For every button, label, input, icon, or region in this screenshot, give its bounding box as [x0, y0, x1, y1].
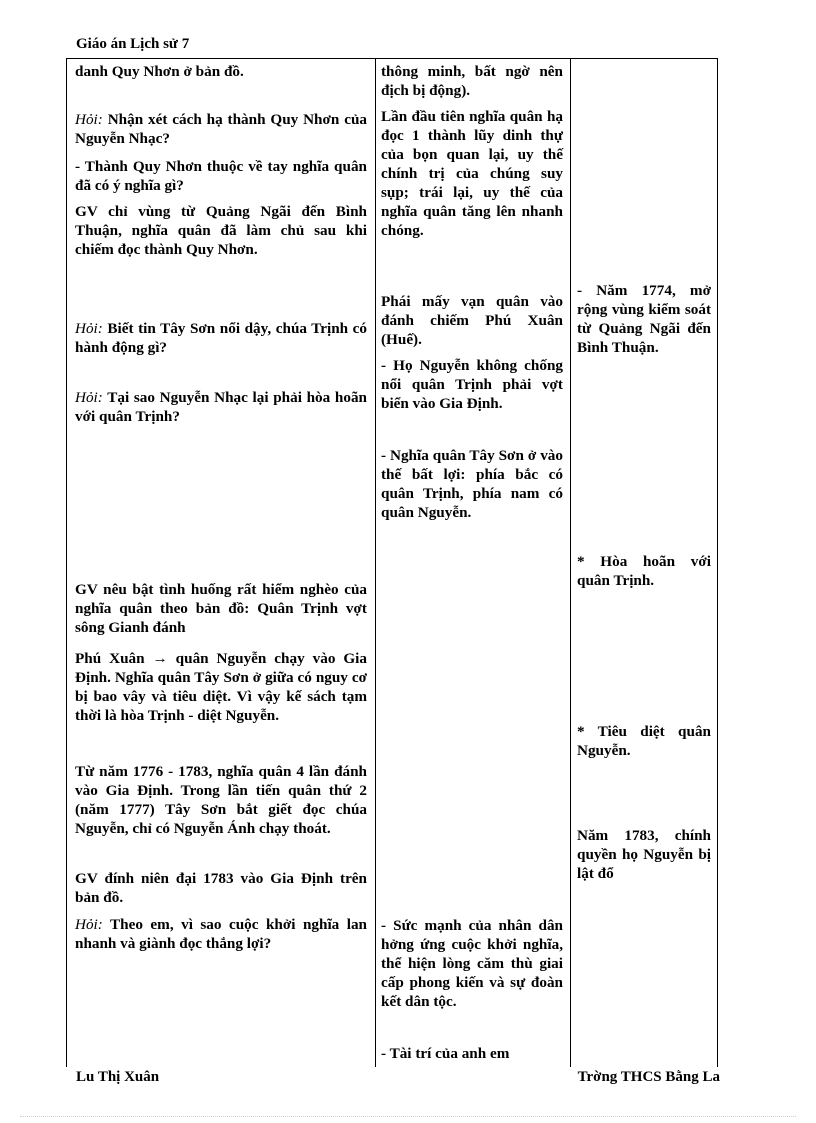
column-divider-2: [570, 59, 571, 1067]
col1-block-3: - Thành Quy Nhơn thuộc về tay nghĩa quân đã có ý nghĩa gì?: [75, 158, 367, 194]
col2-block-3: Phái mấy vạn quân vào đánh chiếm Phú Xuân (Huế).: [381, 293, 563, 348]
col3-block-3: * Tiêu diệt quân Nguyễn.: [577, 723, 711, 759]
question-text: Biết tin Tây Sơn nổi dậy, chúa Trịnh có hành động gì?: [75, 320, 367, 356]
col1-block-11: [75, 915, 367, 953]
col2-block-2: Lần đầu tiên nghĩa quân hạ đọc 1 thành lũy dinh thự của bọn quan lại, uy thế chính trị của chúng suy sụp; trái lại, uy thế của nghĩa quân tăng lên nhanh chóng.: [381, 108, 563, 239]
question-text: Tại sao Nguyễn Nhạc lại phải hòa hoãn với quân Trịnh?: [75, 389, 367, 425]
col2-block-7: - Tài trí của anh em: [381, 1045, 510, 1062]
col1-block-2: [75, 110, 367, 148]
col2-block-4: - Họ Nguyễn không chống nổi quân Trịnh phải vợt biển vào Gia Định.: [381, 357, 563, 412]
col1-block-10: GV đính niên đại 1783 vào Gia Định trên bản đồ.: [75, 870, 367, 906]
page-header-title: Giáo án Lịch sử 7: [76, 36, 190, 52]
col1-block-4: GV chỉ vùng từ Quảng Ngãi đến Bình Thuận, nghĩa quân đã làm chủ sau khi chiếm đọc thành Quy Nhơn.: [75, 203, 367, 258]
col3-block-2: * Hòa hoãn với quân Trịnh.: [577, 553, 711, 589]
col1-block-6: [75, 388, 367, 426]
question-label: Hỏi:: [75, 111, 103, 128]
col2-block-5: - Nghĩa quân Tây Sơn ở vào thế bất lợi: phía bắc có quân Trịnh, phía nam có quân Nguyễn.: [381, 447, 563, 521]
question-label: Hỏi:: [75, 320, 103, 337]
question-label: Hỏi:: [75, 389, 103, 406]
col3-block-1: - Năm 1774, mở rộng vùng kiểm soát từ Quảng Ngãi đến Bình Thuận.: [577, 282, 711, 356]
col1-block-9: Từ năm 1776 - 1783, nghĩa quân 4 lần đánh vào Gia Định. Trong lần tiến quân thứ 2 (năm 1777) Tây Sơn bắt giết đọc chúa Nguyễn, chỉ có Nguyễn Ánh chạy thoát.: [75, 763, 367, 837]
footer-author: Lu Thị Xuân: [76, 1069, 160, 1085]
col1-block-5: [75, 319, 367, 357]
question-text: Theo em, vì sao cuộc khởi nghĩa lan nhanh và giành đọc thắng lợi?: [75, 916, 367, 952]
question-text: Nhận xét cách hạ thành Quy Nhơn của Nguyễn Nhạc?: [75, 111, 367, 147]
col2-block-1: thông minh, bất ngờ nên địch bị động).: [381, 63, 563, 99]
page-bottom-divider: [20, 1116, 796, 1117]
col1-block-1: danh Quy Nhơn ở bản đồ.: [75, 63, 244, 80]
col1-block-7: GV nêu bật tình huống rất hiểm nghèo của nghĩa quân theo bản đồ: Quân Trịnh vợt sông Gianh đánh: [75, 581, 367, 636]
col1-block-8: Phú Xuân → quân Nguyễn chạy vào Gia Định. Nghĩa quân Tây Sơn ở giữa có nguy cơ bị bao vây và tiêu diệt. Vì vậy kế sách tạm thời là hòa Trịnh - diệt Nguyễn.: [75, 650, 367, 724]
col2-block-6: - Sức mạnh của nhân dân hởng ứng cuộc khởi nghĩa, thể hiện lòng căm thù giai cấp phong kiến và sự đoàn kết dân tộc.: [381, 917, 563, 1010]
col3-block-4: Năm 1783, chính quyền họ Nguyễn bị lật đổ: [577, 827, 711, 882]
column-divider-1: [375, 59, 376, 1067]
lesson-table: [66, 58, 718, 1067]
question-label: Hỏi:: [75, 916, 103, 933]
footer-school: Trờng THCS Bằng La: [577, 1069, 720, 1085]
